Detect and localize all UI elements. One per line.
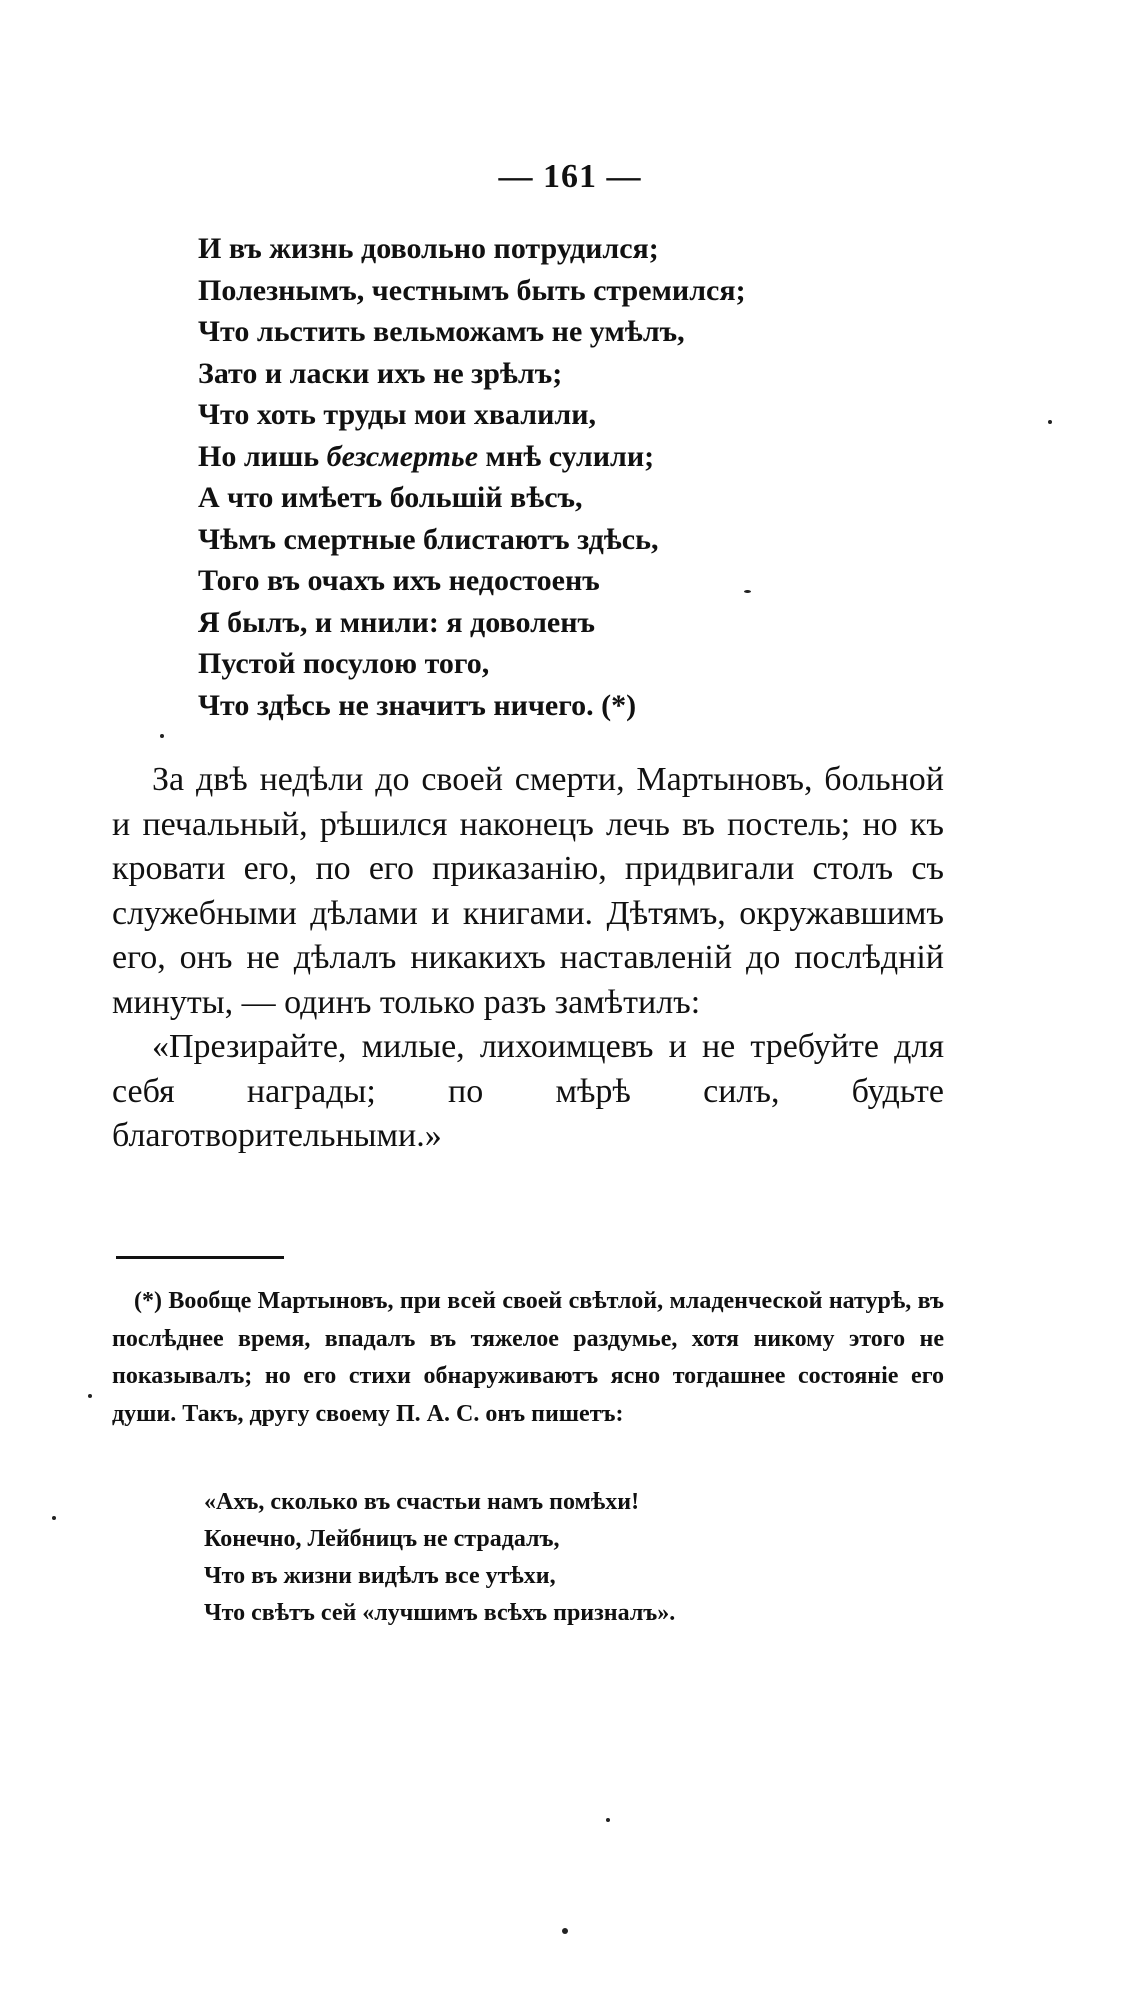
poem-line-1: И въ жизнь довольно потрудился; [198,232,659,265]
poem-line-9: Того въ очахъ ихъ недостоенъ [198,564,600,597]
print-speck [606,1818,610,1822]
poem-line-6-italic: безсмертье [326,439,479,473]
poem-line-3: Что льстить вельможамъ не умѣлъ, [198,315,685,348]
print-speck [562,1928,568,1934]
poem-line-2: Полезнымъ, честнымъ быть стремился; [198,273,746,307]
prose-paragraph-1: За двѣ недѣли до своей смерти, Мартыновъ, больной и печальный, рѣшился наконецъ лечь въ постель; но къ кровати его, по его приказанію, придвигали столъ съ служебными дѣлами и книгами. Дѣтямъ, окружавшимъ его, онъ не дѣлалъ никакихъ наставленій до послѣдній минуты, — одинъ только разъ замѣтилъ: [112,761,944,1021]
print-speck [160,734,164,738]
print-speck [88,1394,92,1398]
print-speck [1048,420,1052,424]
print-speck [744,590,751,593]
page-number: — 161 — [498,158,642,195]
poem [198,228,918,726]
poem-line-6-start: Но лишь [198,439,327,473]
poem-line-4: Зато и ласки ихъ не зрѣлъ; [198,356,563,390]
poem-line-5: Что хоть труды мои хвалили, [198,398,597,431]
poem-line-11: Пустой посулою того, [198,647,490,680]
footnote-rule [116,1256,284,1259]
poem-line-12: Что здѣсь не значитъ ничего. (*) [198,688,637,722]
footnote-verse-line-1: «Ахъ, сколько въ счастьи намъ помѣхи! [204,1489,640,1515]
footnote-verse-line-2: Конечно, Лейбницъ не страдалъ, [204,1526,560,1552]
poem-line-8: Чѣмъ смертные блистаютъ здѣсь, [198,522,659,556]
footnote [112,1283,944,1433]
poem-line-7: А что имѣетъ большій вѣсъ, [198,481,583,514]
poem-line-6-end: мнѣ сулили; [478,439,655,473]
poem-line-6 [198,436,918,478]
prose-paragraph-2: «Презирайте, милые, лихоимцевъ и не требуйте для себя награды; по мѣрѣ силъ, будьте благотворительными.» [112,1028,944,1154]
footnote-verse-line-4: Что свѣтъ сей «лучшимъ всѣхъ призналъ». [204,1600,676,1626]
footnote-verse [204,1484,924,1632]
poem-line-10: Я былъ, и мнили: я доволенъ [198,605,595,639]
prose-body [112,758,944,1159]
footnote-verse-line-3: Что въ жизни видѣлъ все утѣхи, [204,1563,556,1589]
footnote-text: (*) Вообще Мартыновъ, при всей своей свѣтлой, младенческой натурѣ, въ послѣднее время, впадалъ въ тяжелое раздумье, хотя никому этого не показывалъ; но его стихи обнаруживаютъ ясно тогдашнее состояніе его души. Такъ, другу своему П. А. С. онъ пишетъ: [112,1288,944,1427]
print-speck [52,1516,56,1520]
